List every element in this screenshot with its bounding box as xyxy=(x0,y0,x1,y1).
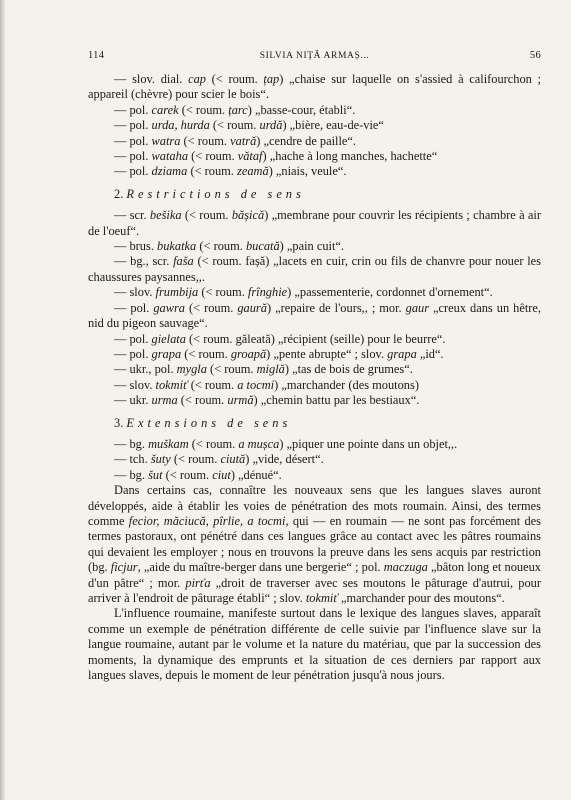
text-run: — bg., scr. xyxy=(114,254,174,269)
text-run: ) „repaire de l'ours,, ; mor. xyxy=(266,300,406,315)
italic-term: miglă xyxy=(256,362,285,377)
section-heading-restrictions xyxy=(114,187,541,202)
italic-term: bešika xyxy=(149,208,182,223)
text-run: — scr. xyxy=(114,208,150,223)
text-paragraph xyxy=(88,285,541,300)
text-paragraph xyxy=(88,72,541,103)
text-run: — slov. xyxy=(114,377,156,392)
italic-term: a mușca xyxy=(238,436,280,451)
text-run: — brus. xyxy=(114,239,158,254)
text-run: — pol. xyxy=(114,118,152,133)
text-run: ) „pente abrupte“ ; slov. xyxy=(266,346,388,361)
italic-term: tokmiť xyxy=(305,591,338,605)
text-run: „droit de traverser avec ses moutons le pâturage d'autrui, pour arriver à l'endroit de pâturage établi“ ; slov. xyxy=(88,575,541,605)
text-run: ) „passementerie, cordonnet d'ornement“. xyxy=(287,285,493,300)
text-run: ) „chaise sur laquelle on s'assied à califourchon ; appareil (chèvre) pour scier le bois“. xyxy=(88,72,541,102)
text-paragraph xyxy=(88,103,541,118)
text-run: ) „cendre de paille“. xyxy=(256,133,357,148)
italic-term: gaură xyxy=(237,300,267,315)
text-run: (< roum. găleată) „récipient (seille) pour le beurre“. xyxy=(185,331,446,346)
text-run: — pol. xyxy=(114,346,152,361)
text-paragraph xyxy=(88,347,541,362)
text-run: L'influence roumaine, manifeste surtout dans le lexique des langues slaves, apparaît comme un exemple de pénétration différente de celle suivie par l'influence slave sur la langue roumaine, autant par le volume et la nature du matériau, que par la succession des moments, la dynamique des emprunts et la situation de ces derniers par rapport aux langues slaves, depuis le moment de leur pénétration jusqu'à nous jours. xyxy=(88,606,541,683)
text-run: „creux dans un hêtre, nid du pigeon sauvage“. xyxy=(88,300,541,331)
italic-term: urmă xyxy=(227,393,254,408)
italic-term: vatră xyxy=(230,133,257,148)
text-run: ) „marchander (des moutons) xyxy=(274,377,419,392)
text-paragraph xyxy=(88,332,541,347)
text-run: — pol. xyxy=(114,133,152,148)
italic-term: cap xyxy=(188,72,206,86)
page-body xyxy=(88,72,541,683)
text-run: ) „vide, désert“. xyxy=(245,452,324,467)
section-number: 2. xyxy=(114,186,124,201)
italic-term: gawra xyxy=(153,300,185,315)
running-title: SILVIA NIȚĂ ARMAȘ... xyxy=(259,51,370,61)
section-number: 3. xyxy=(114,415,124,430)
text-paragraph xyxy=(88,437,541,452)
text-run: — pol. xyxy=(114,331,152,346)
text-paragraph xyxy=(88,606,541,683)
text-run: ) „hache à long manches, hachette“ xyxy=(262,149,438,164)
text-run: (< roum. xyxy=(180,133,231,148)
italic-term: urma xyxy=(151,393,178,408)
text-paragraph xyxy=(88,149,541,164)
italic-term: šut xyxy=(148,467,163,482)
meaning-changes-list xyxy=(88,72,541,180)
text-run: „id“. xyxy=(416,346,444,361)
text-run: — tch. xyxy=(114,452,151,467)
text-run: — ukr., pol. xyxy=(114,362,177,377)
text-run: ) „basse-cour, établi“. xyxy=(247,102,356,117)
extensions-list xyxy=(88,437,541,684)
text-run: ) „dénué“. xyxy=(230,467,282,482)
page-number: 114 xyxy=(88,50,105,61)
text-run: — pol. xyxy=(114,149,152,164)
text-run: ) „bière, eau-de-vie“ xyxy=(282,118,384,133)
section-heading-extensions xyxy=(114,416,541,431)
text-run: (< roum. xyxy=(206,362,257,377)
text-paragraph xyxy=(88,164,541,179)
italic-term: urda, hurda xyxy=(151,118,210,133)
text-run: (< roum. xyxy=(177,393,228,408)
text-paragraph xyxy=(88,301,541,332)
italic-term: țarc xyxy=(228,102,248,117)
italic-term: muškam xyxy=(148,436,189,451)
italic-term: urdă xyxy=(259,118,283,133)
text-run: „marchander pour des moutons“. xyxy=(337,591,505,605)
text-run: (< roum. xyxy=(181,208,232,223)
italic-term: wataha xyxy=(151,149,189,164)
italic-term: ciută xyxy=(220,452,246,467)
text-paragraph xyxy=(88,208,541,239)
text-run: — slov. xyxy=(114,285,156,300)
italic-term: faša xyxy=(173,254,194,269)
text-run: ) „piquer une pointe dans un objet,,. xyxy=(279,436,458,451)
text-run: (< roum. xyxy=(178,102,229,117)
text-run: ) „membrane pour couvrir les récipients ; chambre à air de l'oeuf“. xyxy=(88,208,541,238)
text-run: (< roum. xyxy=(162,467,213,482)
italic-term: maczuga xyxy=(383,560,428,575)
text-run: (< roum. xyxy=(170,452,221,467)
italic-term: tokmiť xyxy=(155,377,188,392)
italic-term: țap xyxy=(263,72,280,86)
italic-term: vătaf xyxy=(237,149,263,164)
text-run: — pol. xyxy=(114,164,152,179)
text-run: „bâton long et noueux d'un pâtre“ ; mor. xyxy=(88,560,541,590)
text-run: ) „tas de bois de grumes“. xyxy=(284,362,413,377)
text-paragraph xyxy=(88,378,541,393)
restrictions-list xyxy=(88,208,541,408)
italic-term: grapa xyxy=(387,346,417,361)
text-paragraph xyxy=(88,393,541,408)
italic-term: zeamă xyxy=(237,164,269,179)
text-run: (< roum. xyxy=(187,164,238,179)
italic-term: fecior, măciucă, pîrlie, a tocmi xyxy=(128,513,286,528)
italic-term: watra xyxy=(151,133,181,148)
italic-term: grapa xyxy=(151,346,182,361)
text-run: (< roum. xyxy=(188,149,238,164)
text-paragraph xyxy=(88,452,541,467)
text-run: (< roum. xyxy=(188,436,239,451)
text-run: — bg. xyxy=(114,436,149,451)
section-title: Restrictions de sens xyxy=(126,186,305,201)
text-paragraph xyxy=(88,468,541,483)
italic-term: ficjur xyxy=(110,560,138,575)
italic-term: frînghie xyxy=(247,285,288,300)
italic-term: gaur xyxy=(405,300,430,315)
text-run: (< roum. xyxy=(187,377,238,392)
text-run: (< roum. fașă) „lacets en cuir, crin ou fils de chanvre pour nouer les chaussures paysannes,,. xyxy=(88,254,541,284)
text-run: , „aide du maître-berger dans une bergerie“ ; pol. xyxy=(137,560,384,575)
italic-term: frumbija xyxy=(155,285,199,300)
italic-term: bucată xyxy=(245,239,280,254)
text-run: Dans certains cas, connaître les nouveaux sens que les langues slaves auront développés, aide à établir les voies de pénétration des mots roumain. Ainsi, des termes comme xyxy=(88,483,541,528)
text-run: (< roum. xyxy=(198,285,248,300)
text-run: — ukr. xyxy=(114,393,152,408)
text-run: ) „niais, veule“. xyxy=(268,164,347,179)
italic-term: gielata xyxy=(151,331,186,346)
italic-term: dziama xyxy=(151,164,188,179)
text-paragraph xyxy=(88,362,541,377)
text-run: ) „chemin battu par les bestiaux“. xyxy=(253,393,420,408)
text-run: ) „pain cuit“. xyxy=(279,239,345,254)
italic-term: pirťa xyxy=(185,575,211,590)
italic-term: a tocmi xyxy=(237,377,275,392)
italic-term: groapă xyxy=(230,346,267,361)
italic-term: mygla xyxy=(176,362,207,377)
italic-term: ciut xyxy=(212,467,231,482)
folio-number: 56 xyxy=(529,50,541,61)
page-header xyxy=(88,50,541,66)
text-run: (< roum. xyxy=(205,72,264,86)
italic-term: bășică xyxy=(231,208,265,223)
text-run: — pol. xyxy=(114,102,152,117)
section-title: Extensions de sens xyxy=(126,415,292,430)
text-run: , qui — en roumain — ne sont pas forcément des termes pastoraux, ont pénétré dans ces langues grâce au contact avec les pâtres roumains qui devaient les employer ; nous en trouvons la preuve dans les sens acquis par restriction (bg. xyxy=(88,513,541,575)
text-paragraph xyxy=(88,483,541,606)
text-paragraph xyxy=(88,254,541,285)
text-run: — slov. dial. xyxy=(114,72,189,86)
italic-term: bukatka xyxy=(157,239,197,254)
italic-term: carek xyxy=(151,102,179,117)
text-run: (< roum. xyxy=(209,118,260,133)
text-run: (< roum. xyxy=(185,300,238,315)
text-paragraph xyxy=(88,239,541,254)
text-paragraph xyxy=(88,134,541,149)
text-run: — bg. xyxy=(114,467,149,482)
text-run: — pol. xyxy=(114,300,154,315)
text-paragraph xyxy=(88,118,541,133)
text-run: (< roum. xyxy=(196,239,246,254)
italic-term: šuty xyxy=(150,452,171,467)
text-run: (< roum. xyxy=(181,346,231,361)
